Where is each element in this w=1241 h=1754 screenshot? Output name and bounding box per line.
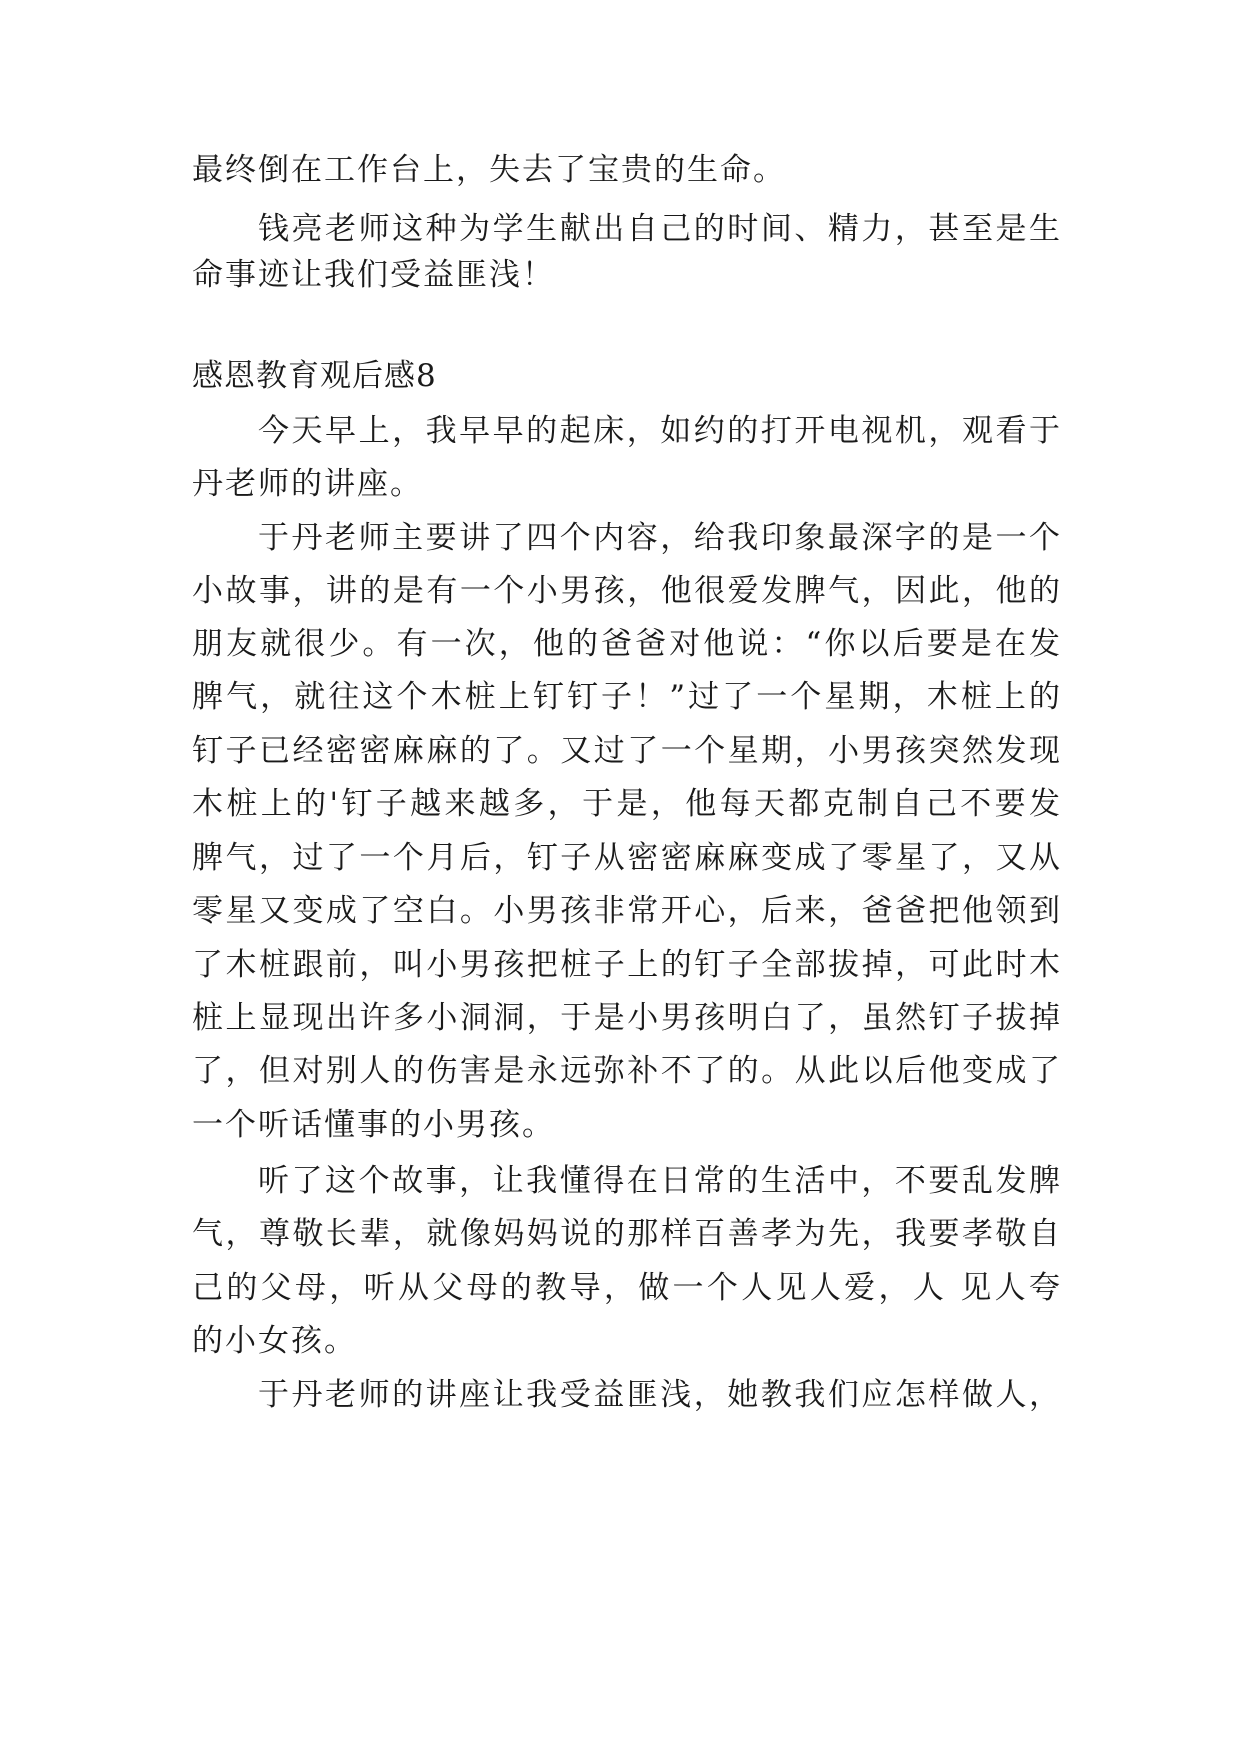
text-line: 气，尊敬长辈，就像妈妈说的那样百善孝为先，我要孝敬自	[192, 1216, 1062, 1252]
paragraph-first-line: 今天早上，我早早的起床，如约的打开电视机，观看于	[258, 413, 1062, 449]
text-line: 朋友就很少。有一次，他的爸爸对他说：“你以后要是在发	[192, 626, 1062, 662]
text-line: 了木桩跟前，叫小男孩把桩子上的钉子全部拔掉，可此时木	[192, 947, 1062, 983]
section-heading: 感恩教育观后感8	[192, 358, 437, 394]
text-line: 木桩上的'钉子越来越多，于是，他每天都克制自己不要发	[192, 786, 1062, 822]
paragraph-first-line: 于丹老师的讲座让我受益匪浅，她教我们应怎样做人，	[258, 1377, 1062, 1413]
text-line: 钉子已经密密麻麻的了。又过了一个星期，小男孩突然发现	[192, 733, 1062, 769]
text-line: 的小女孩。	[192, 1323, 357, 1359]
text-line: 命事迹让我们受益匪浅！	[192, 257, 555, 293]
text-line: 一个听话懂事的小男孩。	[192, 1107, 555, 1143]
text-line: 脾气，就往这个木桩上钉钉子！”过了一个星期，木桩上的	[192, 679, 1062, 715]
text-line: 最终倒在工作台上，失去了宝贵的生命。	[192, 152, 786, 188]
text-line: 桩上显现出许多小洞洞，于是小男孩明白了，虽然钉子拔掉	[192, 1000, 1062, 1036]
text-line: 脾气，过了一个月后，钉子从密密麻麻变成了零星了，又从	[192, 840, 1062, 876]
paragraph-first-line: 听了这个故事，让我懂得在日常的生活中，不要乱发脾	[258, 1163, 1062, 1199]
text-line: 零星又变成了空白。小男孩非常开心，后来，爸爸把他领到	[192, 893, 1062, 929]
paragraph-first-line: 于丹老师主要讲了四个内容，给我印象最深字的是一个	[258, 520, 1062, 556]
text-line: 了，但对别人的伤害是永远弥补不了的。从此以后他变成了	[192, 1053, 1062, 1089]
paragraph-first-line: 钱亮老师这种为学生献出自己的时间、精力，甚至是生	[258, 211, 1062, 247]
text-line: 己的父母，听从父母的教导，做一个人见人爱，人 见人夸	[192, 1270, 1062, 1306]
text-line: 丹老师的讲座。	[192, 466, 423, 502]
text-line: 小故事，讲的是有一个小男孩，他很爱发脾气，因此，他的	[192, 573, 1062, 609]
